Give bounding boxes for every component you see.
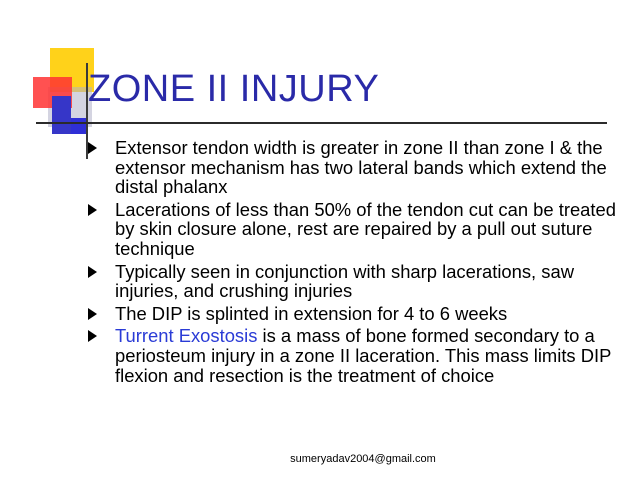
footer-email: sumeryadav2004@gmail.com [290,453,436,465]
bullet-text: Lacerations of less than 50% of the tendon cut can be treated by skin closure alone, rest are repaired by a pull out suture technique [115,198,616,259]
right-triangle-bullet-icon [88,330,97,342]
blue-small-square-decoration [71,118,87,134]
right-triangle-bullet-icon [88,204,97,216]
bullet-list [88,138,618,388]
right-triangle-bullet-icon [88,266,97,278]
slide-title: ZONE II INJURY [88,68,380,110]
bullet-text: Extensor tendon width is greater in zone II than zone I & the extensor mechanism has two lateral bands which extend the distal phalanx [115,137,607,198]
bullet-item [88,200,618,259]
turrent-exostosis-link[interactable]: Turrent Exostosis [115,325,258,347]
right-triangle-bullet-icon [88,308,97,320]
blue-square-decoration [52,96,71,134]
bullet-item [88,262,618,301]
bullet-item [88,326,618,385]
title-underline [36,122,607,124]
bullet-text: The DIP is splinted in extension for 4 to 6 weeks [115,302,508,324]
bullet-text: is a mass of bone formed secondary to a periosteum injury in a zone II laceration. This mass limits DIP flexion and resection is the treatment of choice [115,325,612,386]
right-triangle-bullet-icon [88,142,97,154]
bullet-item [88,138,618,197]
bullet-item [88,304,618,324]
bullet-text: Typically seen in conjunction with sharp lacerations, saw injuries, and crushing injuries [115,260,574,302]
